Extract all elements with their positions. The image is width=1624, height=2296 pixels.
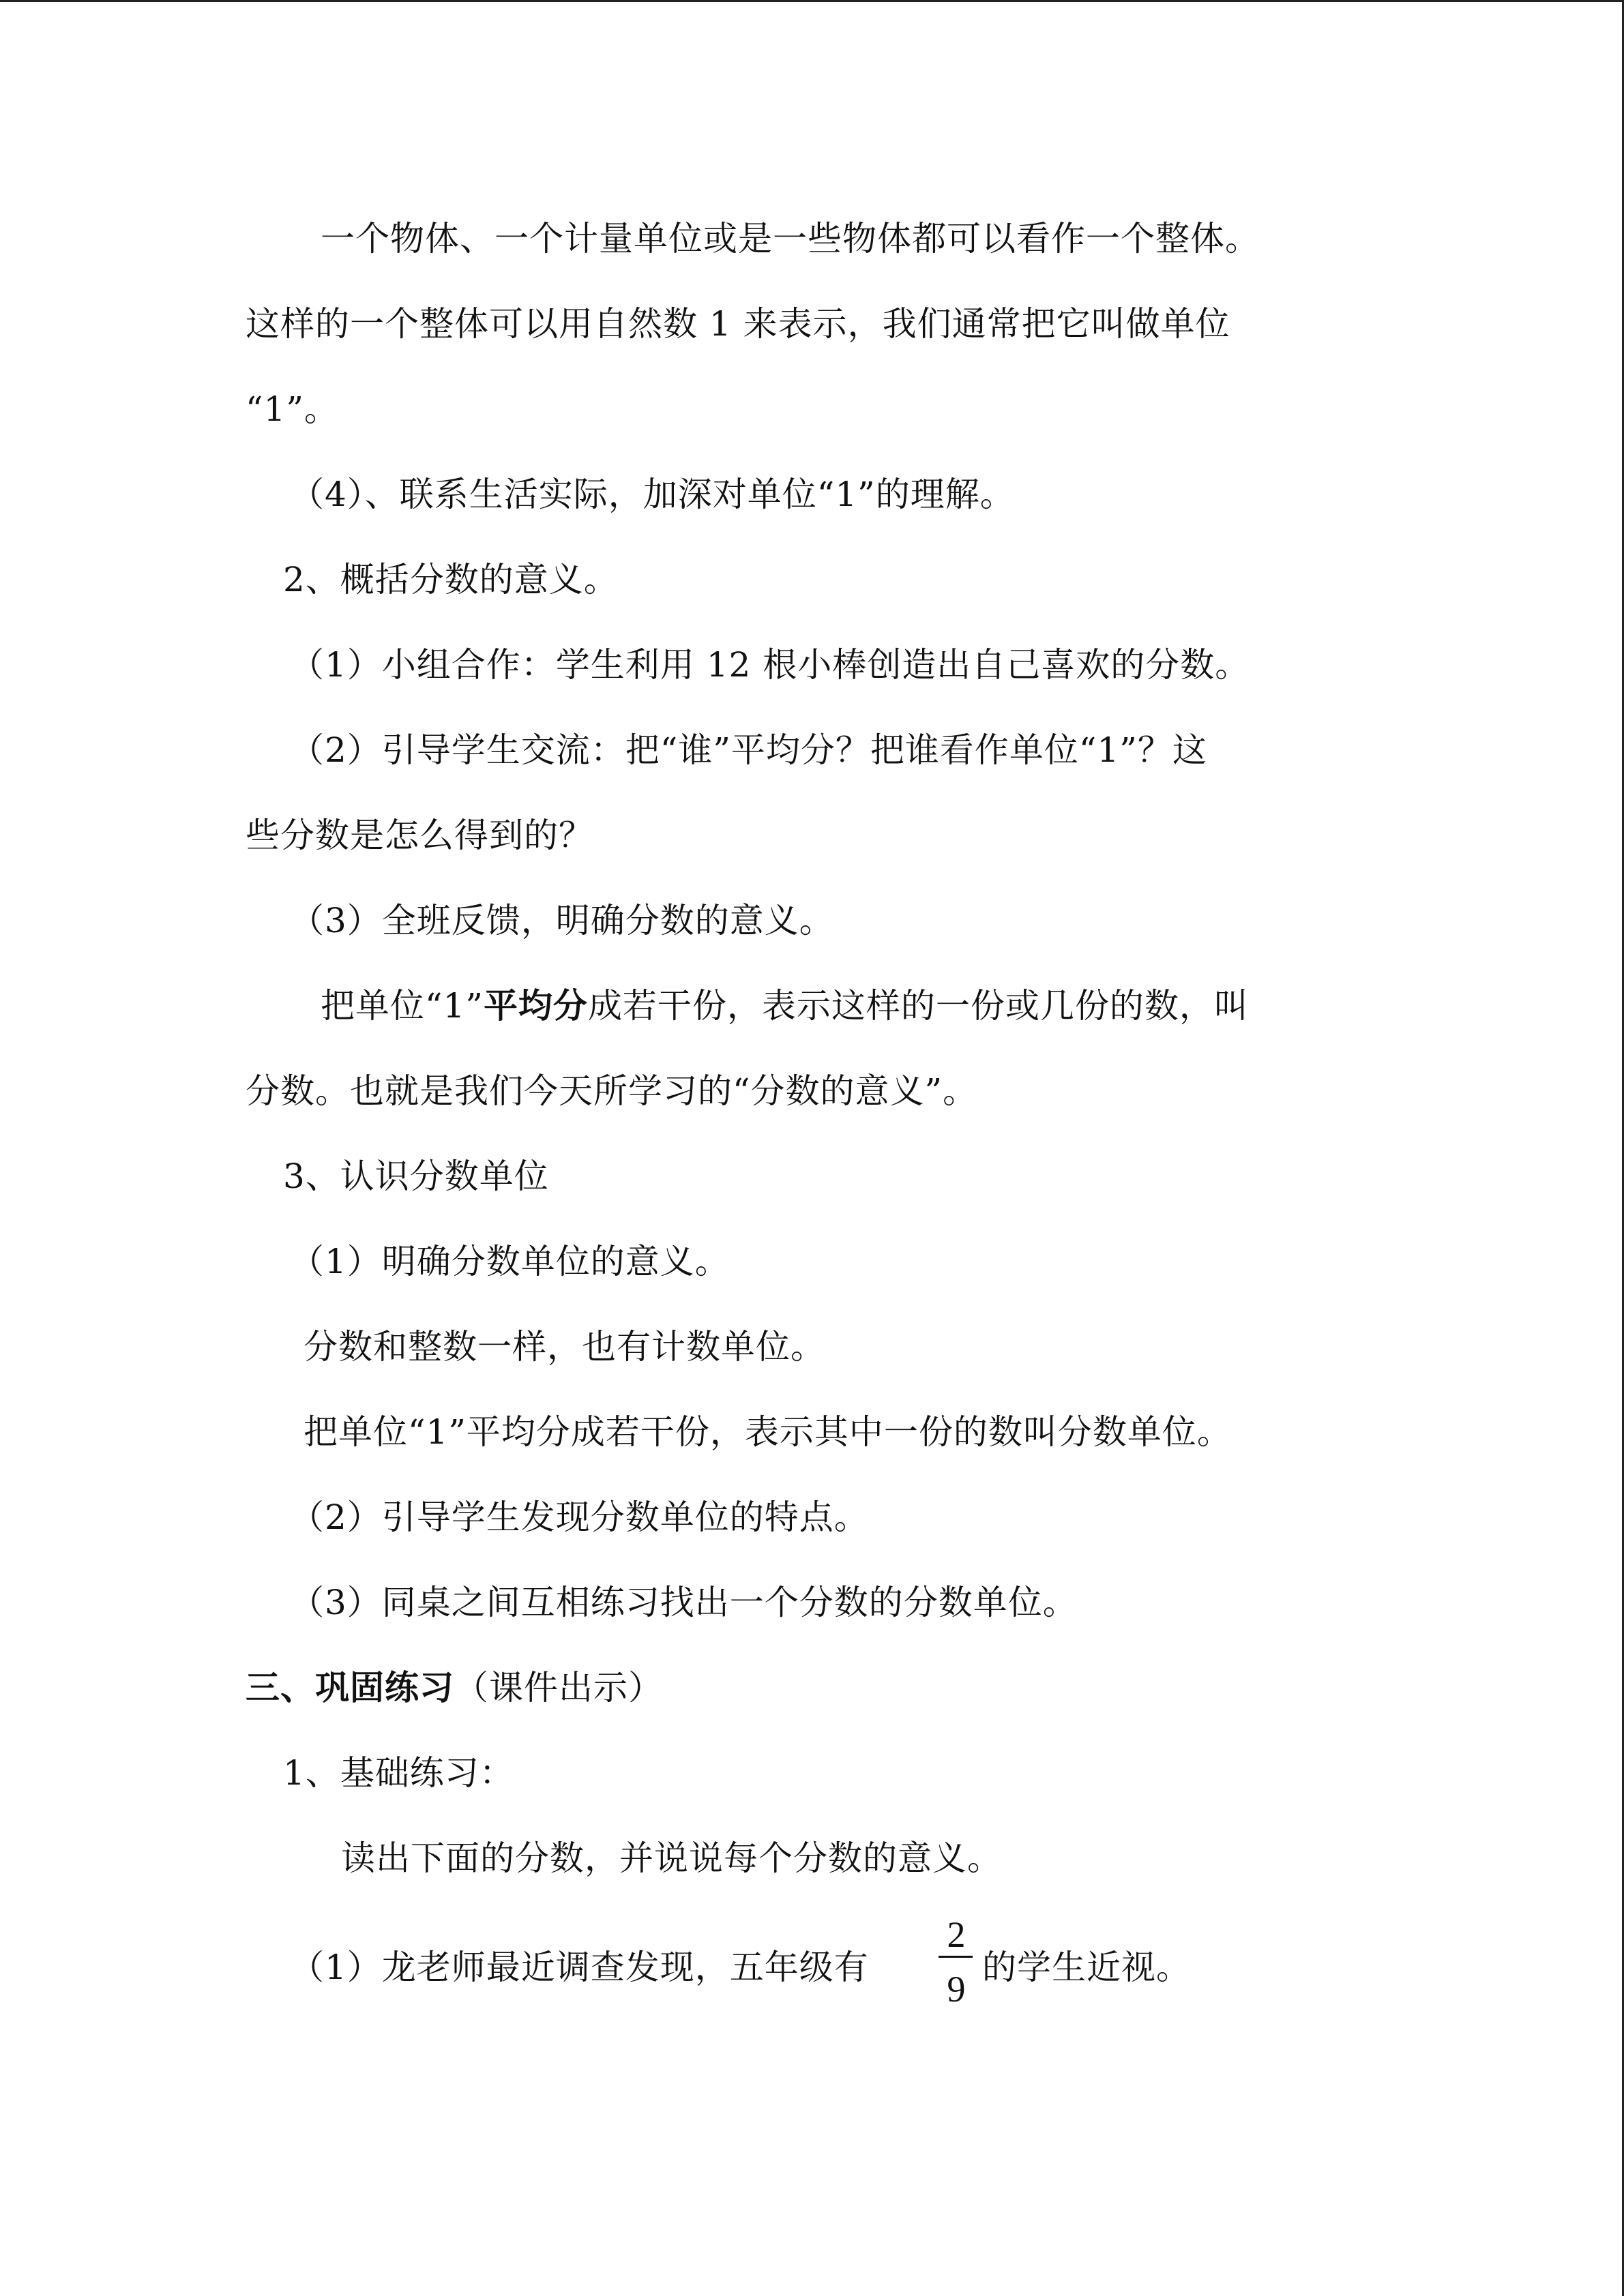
paragraph-line: （3）同桌之间互相练习找出一个分数的分数单位。	[290, 1583, 1078, 1622]
page-border-top	[0, 0, 1624, 2]
paragraph-line: （2）引导学生发现分数单位的特点。	[290, 1497, 869, 1537]
paragraph-line: 把单位“1”平均分成若干份，表示其中一份的数叫分数单位。	[304, 1412, 1232, 1452]
text-segment: 把单位“1”	[321, 986, 484, 1026]
chapter-heading	[246, 1667, 663, 1708]
text-segment: （课件出示）	[454, 1668, 663, 1708]
paragraph-line: （4）、联系生活实际，加深对单位“1”的理解。	[290, 475, 1015, 514]
fraction-bar	[939, 1956, 973, 1958]
paragraph-line: （3）全班反馈，明确分数的意义。	[290, 901, 834, 940]
fraction-denominator: 9	[947, 1969, 966, 2010]
paragraph-line: 分数。也就是我们今天所学习的“分数的意义”。	[246, 1071, 978, 1111]
paragraph-line: （2）引导学生交流：把“谁”平均分？把谁看作单位“1”？这	[290, 730, 1207, 770]
paragraph-line	[321, 985, 1249, 1026]
paragraph-line: 分数和整数一样，也有计数单位。	[304, 1327, 825, 1367]
paragraph-line: 这样的一个整体可以用自然数 1 来表示，我们通常把它叫做单位	[246, 304, 1230, 344]
bold-text-segment: 三、巩固练习	[246, 1667, 454, 1708]
section-heading: 2、概括分数的意义。	[283, 560, 619, 599]
section-heading: 1、基础练习：	[283, 1753, 514, 1793]
paragraph-line: 一个物体、一个计量单位或是一些物体都可以看作一个整体。	[321, 219, 1260, 258]
paragraph-line: （1）明确分数单位的意义。	[290, 1242, 730, 1281]
paragraph-line: （1）小组合作：学生利用 12 根小棒创造出自己喜欢的分数。	[290, 645, 1250, 685]
text-segment: 成若干份，表示这样的一份或几份的数，叫	[587, 986, 1249, 1026]
fraction-numerator: 2	[947, 1914, 966, 1955]
section-heading: 3、认识分数单位	[283, 1157, 549, 1196]
paragraph-line: 读出下面的分数，并说说每个分数的意义。	[341, 1838, 1002, 1878]
paragraph-line: （1）龙老师最近调查发现，五年级有	[290, 1948, 869, 1987]
paragraph-line: 的学生近视。	[982, 1948, 1191, 1987]
paragraph-line: 些分数是怎么得到的？	[246, 816, 593, 855]
paragraph-line: “1”。	[246, 389, 339, 429]
bold-text-segment: 平均分	[483, 985, 588, 1026]
